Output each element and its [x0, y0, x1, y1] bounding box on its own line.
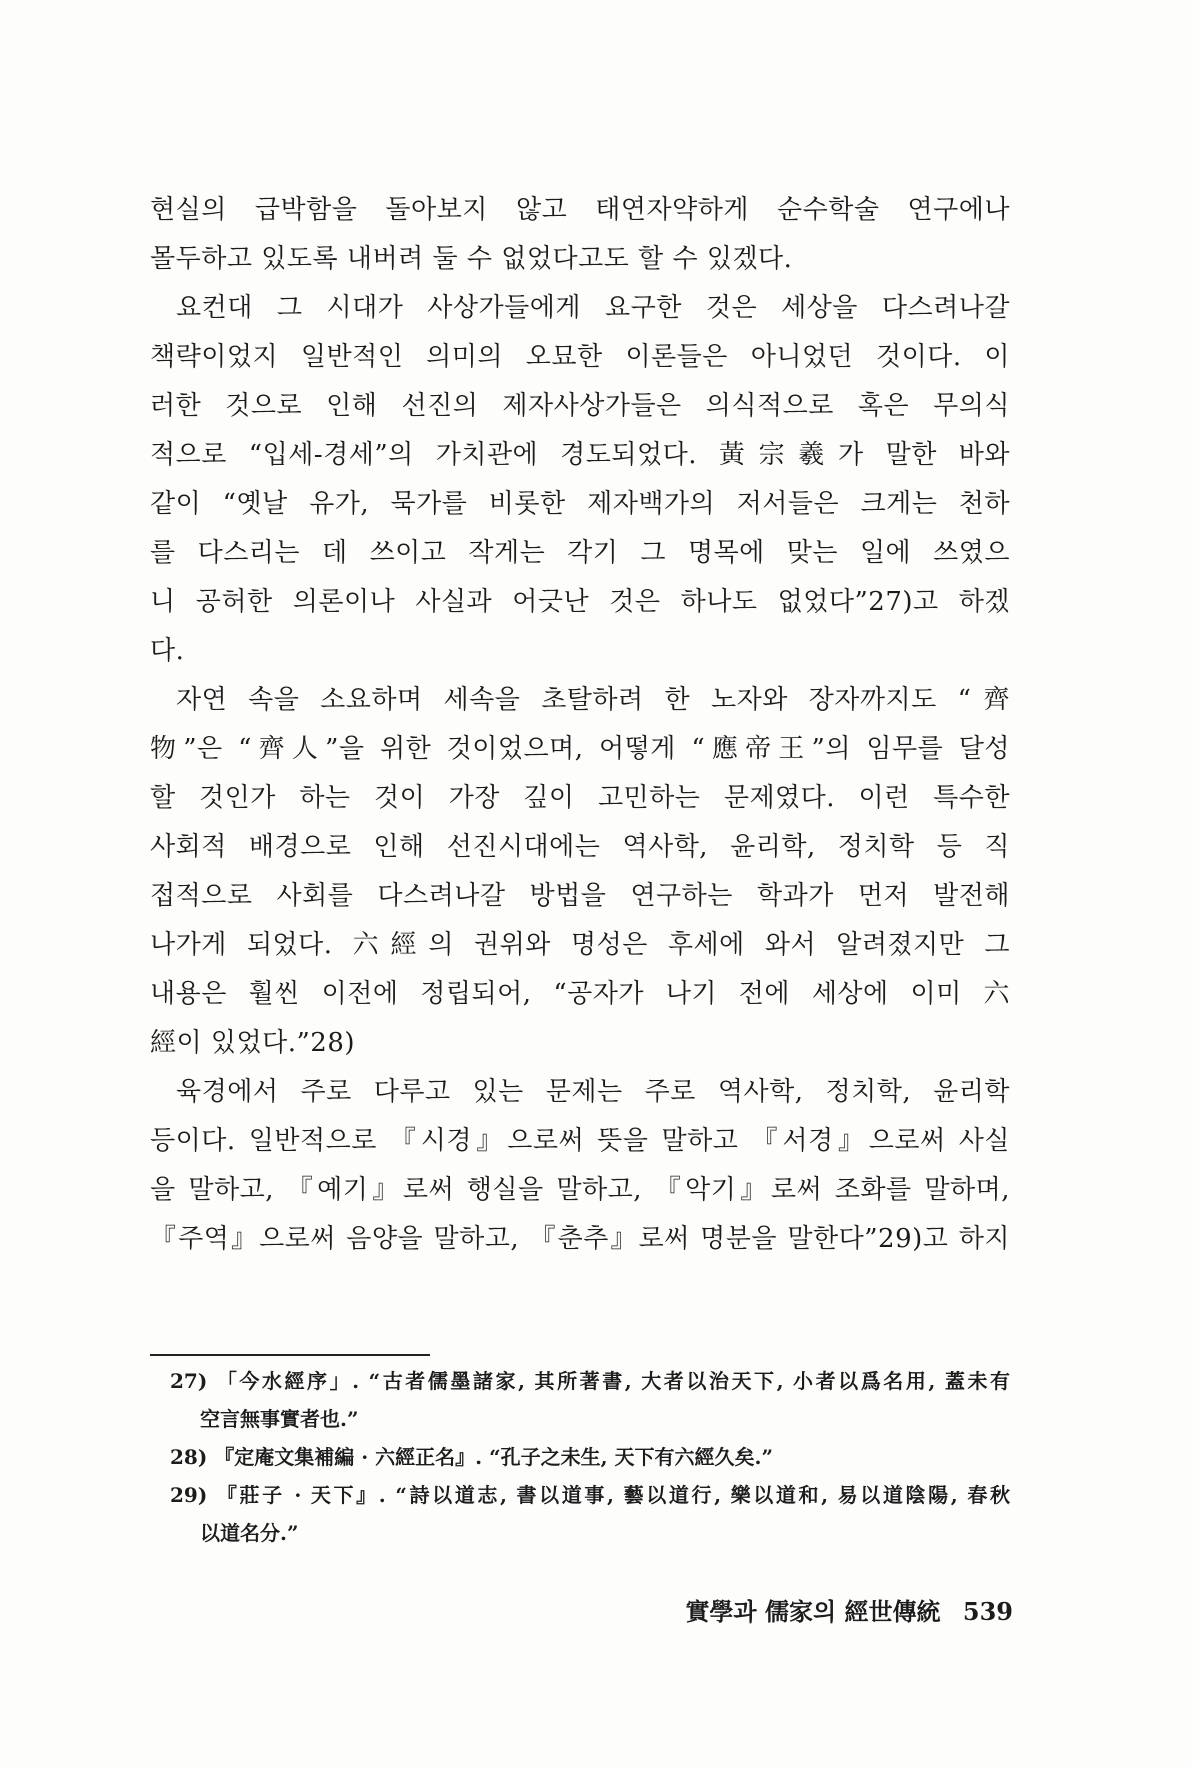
footnote-divider — [150, 1354, 430, 1356]
body-line: 다. — [150, 636, 185, 666]
body-line: 접적으로 사회를 다스려나갈 방법을 연구하는 학과가 먼저 발전해 — [150, 881, 1010, 911]
body-line: 나가게 되었다. 六經의 권위와 명성은 후세에 와서 알려졌지만 그 — [150, 930, 1010, 960]
page-number: 539 — [962, 1597, 1013, 1626]
body-line: 같이 “옛날 유가, 묵가를 비롯한 제자백가의 저서들은 크게는 천하 — [150, 489, 1010, 519]
body-text — [150, 186, 1010, 1264]
body-line: 책략이었지 일반적인 의미의 오묘한 이론들은 아니었던 것이다. 이 — [150, 342, 1010, 372]
body-line: 러한 것으로 인해 선진의 제자사상가들은 의식적으로 혹은 무의식 — [150, 391, 1010, 421]
body-line: 을 말하고, 『예기』로써 행실을 말하고, 『악기』로써 조화를 말하며, — [150, 1175, 1010, 1205]
body-line: 經이 있었다.”28) — [150, 1028, 356, 1058]
body-line: 내용은 훨씬 이전에 정립되어, “공자가 나기 전에 세상에 이미 六 — [150, 979, 1010, 1009]
body-line: 니 공허한 의론이나 사실과 어긋난 것은 하나도 없었다”27)고 하겠 — [150, 587, 1010, 617]
body-line: 할 것인가 하는 것이 가장 깊이 고민하는 문제였다. 이런 특수한 — [150, 783, 1010, 813]
body-line: 사회적 배경으로 인해 선진시대에는 역사학, 윤리학, 정치학 등 직 — [150, 832, 1010, 862]
body-line: 요컨대 그 시대가 사상가들에게 요구한 것은 세상을 다스려나갈 — [176, 293, 1010, 323]
body-line: 物”은 “齊人”을 위한 것이었으며, 어떻게 “應帝王”의 임무를 달성 — [150, 734, 1010, 764]
body-line: 적으로 “입세-경세”의 가치관에 경도되었다. 黃宗羲가 말한 바와 — [150, 440, 1010, 470]
running-title: 實學과 儒家의 經世傳統 — [685, 1597, 941, 1626]
footnote-line: 28) 『定庵文集補編 · 六經正名』. “孔子之未生, 天下有六經久矣.” — [170, 1445, 773, 1469]
body-line: 를 다스리는 데 쓰이고 작게는 각기 그 명목에 맞는 일에 쓰였으 — [150, 538, 1010, 568]
body-line: 현실의 급박함을 돌아보지 않고 태연자약하게 순수학술 연구에나 — [150, 195, 1010, 225]
body-line: 육경에서 주로 다루고 있는 문제는 주로 역사학, 정치학, 윤리학 — [176, 1077, 1010, 1107]
page-footer — [685, 1592, 1013, 1627]
body-line: 자연 속을 소요하며 세속을 초탈하려 한 노자와 장자까지도 “齊 — [176, 685, 1010, 715]
footnote-line: 空言無事實者也.” — [200, 1407, 359, 1431]
footnote-line: 以道名分.” — [200, 1521, 299, 1545]
footnotes — [170, 1362, 1010, 1552]
body-line: 등이다. 일반적으로 『시경』으로써 뜻을 말하고 『서경』으로써 사실 — [150, 1126, 1010, 1156]
body-line: 몰두하고 있도록 내버려 둘 수 없었다고도 할 수 있겠다. — [150, 244, 793, 274]
body-line: 『주역』으로써 음양을 말하고, 『춘추』로써 명분을 말한다”29)고 하지 — [150, 1224, 1010, 1254]
footnote-line: 27) 「今水經序」. “古者儒墨諸家, 其所著書, 大者以治天下, 小者以爲名用, 蓋未有 — [170, 1369, 1010, 1393]
footnote-line: 29) 『莊子 · 天下』. “詩以道志, 書以道事, 藝以道行, 樂以道和, 易以道陰陽, 春秋 — [170, 1483, 1010, 1507]
